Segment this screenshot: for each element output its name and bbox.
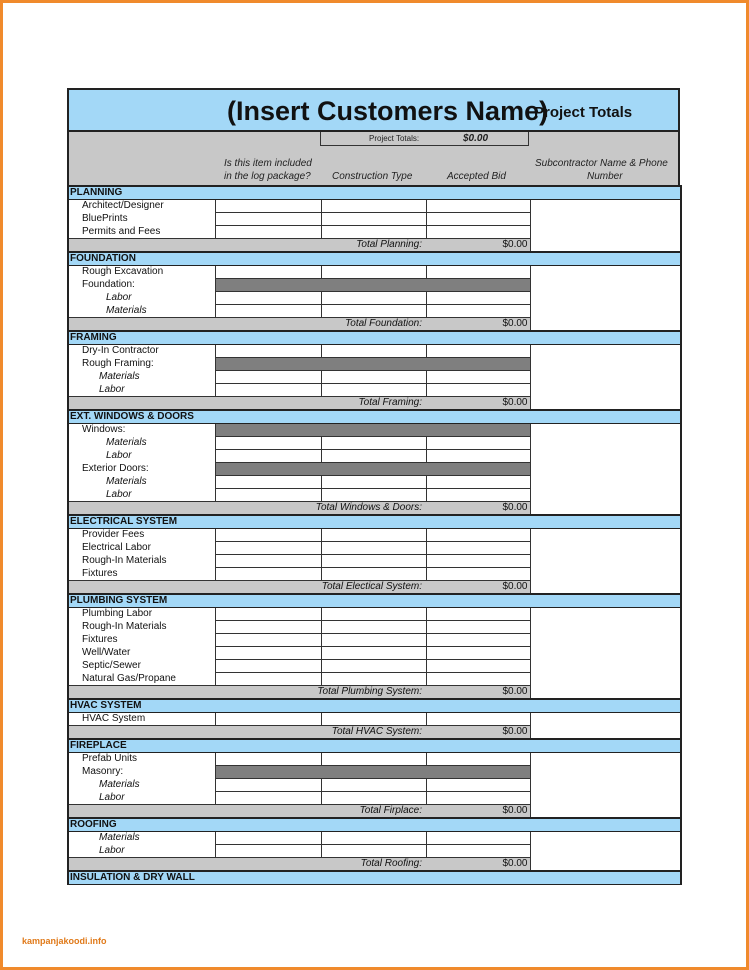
accepted-bid-cell[interactable] bbox=[426, 673, 530, 686]
accepted-bid-cell[interactable] bbox=[426, 371, 530, 384]
accepted-bid-cell[interactable] bbox=[426, 542, 530, 555]
item-label: HVAC System bbox=[68, 713, 215, 726]
section-total-value: $0.00 bbox=[426, 858, 530, 872]
customer-name-title[interactable]: (Insert Customers Name) bbox=[227, 96, 549, 126]
item-label: Rough Excavation bbox=[68, 266, 215, 279]
table-row bbox=[68, 200, 681, 213]
col-subcontractor-line1: Subcontractor Name & Phone bbox=[535, 158, 668, 169]
included-cell[interactable] bbox=[215, 529, 321, 542]
section-header bbox=[68, 252, 681, 266]
construction-type-cell[interactable] bbox=[321, 660, 426, 673]
accepted-bid-cell[interactable] bbox=[426, 845, 530, 858]
cost-table bbox=[67, 185, 682, 885]
included-cell[interactable] bbox=[215, 266, 321, 279]
table-row bbox=[68, 424, 681, 437]
construction-type-cell[interactable] bbox=[321, 753, 426, 766]
item-label: Provider Fees bbox=[68, 529, 215, 542]
included-cell[interactable] bbox=[215, 568, 321, 581]
group-divider-cell bbox=[215, 358, 530, 371]
accepted-bid-cell[interactable] bbox=[426, 555, 530, 568]
accepted-bid-cell[interactable] bbox=[426, 489, 530, 502]
construction-type-cell[interactable] bbox=[321, 792, 426, 805]
construction-type-cell[interactable] bbox=[321, 529, 426, 542]
construction-type-cell[interactable] bbox=[321, 305, 426, 318]
item-label: Septic/Sewer bbox=[68, 660, 215, 673]
table-row bbox=[68, 266, 681, 279]
section-total-label: Total Planning: bbox=[68, 239, 426, 253]
section-title: PLANNING bbox=[68, 186, 681, 200]
item-label: Labor bbox=[68, 292, 215, 305]
included-cell[interactable] bbox=[215, 779, 321, 792]
item-label: Labor bbox=[68, 450, 215, 463]
item-label: Rough-In Materials bbox=[68, 621, 215, 634]
included-cell[interactable] bbox=[215, 371, 321, 384]
section-title: FOUNDATION bbox=[68, 252, 681, 266]
accepted-bid-cell[interactable] bbox=[426, 226, 530, 239]
construction-type-cell[interactable] bbox=[321, 384, 426, 397]
item-label: Natural Gas/Propane bbox=[68, 673, 215, 686]
construction-type-cell[interactable] bbox=[321, 568, 426, 581]
section-title: FIREPLACE bbox=[68, 739, 681, 753]
accepted-bid-cell[interactable] bbox=[426, 568, 530, 581]
construction-type-cell[interactable] bbox=[321, 476, 426, 489]
col-included-line2: in the log package? bbox=[224, 171, 311, 182]
section-total-label: Total HVAC System: bbox=[68, 726, 426, 740]
section-total-label: Total Framing: bbox=[68, 397, 426, 411]
item-label: Fixtures bbox=[68, 568, 215, 581]
item-label: Masonry: bbox=[68, 766, 215, 779]
table-row bbox=[68, 529, 681, 542]
item-label: Foundation: bbox=[68, 279, 215, 292]
included-cell[interactable] bbox=[215, 753, 321, 766]
item-label: Well/Water bbox=[68, 647, 215, 660]
project-totals-title: Project Totals bbox=[534, 104, 633, 121]
accepted-bid-cell[interactable] bbox=[426, 305, 530, 318]
accepted-bid-cell[interactable] bbox=[426, 437, 530, 450]
item-label: Labor bbox=[68, 792, 215, 805]
item-label: Materials bbox=[68, 437, 215, 450]
included-cell[interactable] bbox=[215, 345, 321, 358]
project-totals-box bbox=[320, 132, 529, 146]
section-header bbox=[68, 818, 681, 832]
construction-type-cell[interactable] bbox=[321, 266, 426, 279]
estimate-sheet bbox=[67, 88, 680, 885]
subcontractor-cell[interactable] bbox=[530, 753, 681, 819]
subcontractor-cell[interactable] bbox=[530, 713, 681, 740]
included-cell[interactable] bbox=[215, 555, 321, 568]
section-header bbox=[68, 331, 681, 345]
construction-type-cell[interactable] bbox=[321, 437, 426, 450]
section-total-value: $0.00 bbox=[426, 805, 530, 819]
included-cell[interactable] bbox=[215, 292, 321, 305]
item-label: Materials bbox=[68, 832, 215, 845]
accepted-bid-cell[interactable] bbox=[426, 529, 530, 542]
construction-type-cell[interactable] bbox=[321, 345, 426, 358]
accepted-bid-cell[interactable] bbox=[426, 345, 530, 358]
item-label: Prefab Units bbox=[68, 753, 215, 766]
accepted-bid-cell[interactable] bbox=[426, 213, 530, 226]
included-cell[interactable] bbox=[215, 634, 321, 647]
table-row bbox=[68, 345, 681, 358]
included-cell[interactable] bbox=[215, 226, 321, 239]
item-label: Labor bbox=[68, 845, 215, 858]
construction-type-cell[interactable] bbox=[321, 845, 426, 858]
subcontractor-cell[interactable] bbox=[530, 266, 681, 332]
table-row bbox=[68, 753, 681, 766]
section-total-value: $0.00 bbox=[426, 239, 530, 253]
subcontractor-cell[interactable] bbox=[530, 832, 681, 872]
construction-type-cell[interactable] bbox=[321, 634, 426, 647]
accepted-bid-cell[interactable] bbox=[426, 384, 530, 397]
section-total-label: Total Firplace: bbox=[68, 805, 426, 819]
included-cell[interactable] bbox=[215, 489, 321, 502]
included-cell[interactable] bbox=[215, 621, 321, 634]
section-header bbox=[68, 515, 681, 529]
included-cell[interactable] bbox=[215, 305, 321, 318]
col-construction-type: Construction Type bbox=[332, 171, 413, 182]
item-label: Electrical Labor bbox=[68, 542, 215, 555]
item-label: Dry-In Contractor bbox=[68, 345, 215, 358]
construction-type-cell[interactable] bbox=[321, 608, 426, 621]
included-cell[interactable] bbox=[215, 384, 321, 397]
group-divider-cell bbox=[215, 424, 530, 437]
item-label: Permits and Fees bbox=[68, 226, 215, 239]
section-total-value: $0.00 bbox=[426, 581, 530, 595]
section-title: EXT. WINDOWS & DOORS bbox=[68, 410, 681, 424]
section-header bbox=[68, 699, 681, 713]
accepted-bid-cell[interactable] bbox=[426, 476, 530, 489]
accepted-bid-cell[interactable] bbox=[426, 634, 530, 647]
accepted-bid-cell[interactable] bbox=[426, 779, 530, 792]
construction-type-cell[interactable] bbox=[321, 371, 426, 384]
construction-type-cell[interactable] bbox=[321, 673, 426, 686]
item-label: Windows: bbox=[68, 424, 215, 437]
accepted-bid-cell[interactable] bbox=[426, 608, 530, 621]
subcontractor-cell[interactable] bbox=[530, 608, 681, 700]
accepted-bid-cell[interactable] bbox=[426, 621, 530, 634]
accepted-bid-cell[interactable] bbox=[426, 713, 530, 726]
section-title: PLUMBING SYSTEM bbox=[68, 594, 681, 608]
col-subcontractor-line2: Number bbox=[587, 171, 623, 182]
item-label: Materials bbox=[68, 779, 215, 792]
construction-type-cell[interactable] bbox=[321, 542, 426, 555]
section-header bbox=[68, 871, 681, 885]
accepted-bid-cell[interactable] bbox=[426, 832, 530, 845]
included-cell[interactable] bbox=[215, 647, 321, 660]
section-total-label: Total Electical System: bbox=[68, 581, 426, 595]
accepted-bid-cell[interactable] bbox=[426, 292, 530, 305]
accepted-bid-cell[interactable] bbox=[426, 753, 530, 766]
construction-type-cell[interactable] bbox=[321, 621, 426, 634]
construction-type-cell[interactable] bbox=[321, 292, 426, 305]
construction-type-cell[interactable] bbox=[321, 713, 426, 726]
construction-type-cell[interactable] bbox=[321, 450, 426, 463]
section-total-label: Total Windows & Doors: bbox=[68, 502, 426, 516]
project-totals-label: Project Totals: bbox=[369, 134, 420, 143]
table-row bbox=[68, 832, 681, 845]
section-header bbox=[68, 410, 681, 424]
section-total-value: $0.00 bbox=[426, 397, 530, 411]
item-label: Labor bbox=[68, 384, 215, 397]
section-header bbox=[68, 186, 681, 200]
item-label: BluePrints bbox=[68, 213, 215, 226]
title-bar bbox=[67, 88, 680, 132]
table-row bbox=[68, 608, 681, 621]
column-header bbox=[67, 132, 680, 185]
project-totals-value: $0.00 bbox=[463, 133, 489, 144]
item-label: Rough-In Materials bbox=[68, 555, 215, 568]
construction-type-cell[interactable] bbox=[321, 555, 426, 568]
group-divider-cell bbox=[215, 279, 530, 292]
section-title: HVAC SYSTEM bbox=[68, 699, 681, 713]
item-label: Architect/Designer bbox=[68, 200, 215, 213]
included-cell[interactable] bbox=[215, 200, 321, 213]
item-label: Rough Framing: bbox=[68, 358, 215, 371]
item-label: Materials bbox=[68, 305, 215, 318]
subcontractor-cell[interactable] bbox=[530, 529, 681, 595]
included-cell[interactable] bbox=[215, 608, 321, 621]
subcontractor-cell[interactable] bbox=[530, 200, 681, 253]
group-divider-cell bbox=[215, 463, 530, 476]
included-cell[interactable] bbox=[215, 713, 321, 726]
included-cell[interactable] bbox=[215, 792, 321, 805]
item-label: Exterior Doors: bbox=[68, 463, 215, 476]
included-cell[interactable] bbox=[215, 437, 321, 450]
table-row bbox=[68, 713, 681, 726]
accepted-bid-cell[interactable] bbox=[426, 200, 530, 213]
subcontractor-cell[interactable] bbox=[530, 345, 681, 411]
section-total-label: Total Foundation: bbox=[68, 318, 426, 332]
section-total-label: Total Plumbing System: bbox=[68, 686, 426, 700]
construction-type-cell[interactable] bbox=[321, 200, 426, 213]
included-cell[interactable] bbox=[215, 213, 321, 226]
included-cell[interactable] bbox=[215, 660, 321, 673]
section-total-label: Total Roofing: bbox=[68, 858, 426, 872]
construction-type-cell[interactable] bbox=[321, 832, 426, 845]
item-label: Labor bbox=[68, 489, 215, 502]
section-title: ROOFING bbox=[68, 818, 681, 832]
accepted-bid-cell[interactable] bbox=[426, 450, 530, 463]
construction-type-cell[interactable] bbox=[321, 213, 426, 226]
col-included-line1: Is this item included bbox=[224, 158, 312, 169]
item-label: Fixtures bbox=[68, 634, 215, 647]
section-total-value: $0.00 bbox=[426, 726, 530, 740]
section-title: INSULATION & DRY WALL bbox=[68, 871, 681, 885]
section-total-value: $0.00 bbox=[426, 686, 530, 700]
section-total-value: $0.00 bbox=[426, 502, 530, 516]
watermark: kampanjakoodi.info bbox=[22, 936, 107, 946]
construction-type-cell[interactable] bbox=[321, 226, 426, 239]
accepted-bid-cell[interactable] bbox=[426, 660, 530, 673]
included-cell[interactable] bbox=[215, 542, 321, 555]
construction-type-cell[interactable] bbox=[321, 779, 426, 792]
item-label: Plumbing Labor bbox=[68, 608, 215, 621]
section-total-value: $0.00 bbox=[426, 318, 530, 332]
construction-type-cell[interactable] bbox=[321, 647, 426, 660]
accepted-bid-cell[interactable] bbox=[426, 647, 530, 660]
col-accepted-bid: Accepted Bid bbox=[447, 171, 506, 182]
included-cell[interactable] bbox=[215, 450, 321, 463]
group-divider-cell bbox=[215, 766, 530, 779]
item-label: Materials bbox=[68, 371, 215, 384]
section-title: FRAMING bbox=[68, 331, 681, 345]
accepted-bid-cell[interactable] bbox=[426, 266, 530, 279]
subcontractor-cell[interactable] bbox=[530, 424, 681, 516]
included-cell[interactable] bbox=[215, 673, 321, 686]
section-header bbox=[68, 739, 681, 753]
included-cell[interactable] bbox=[215, 476, 321, 489]
included-cell[interactable] bbox=[215, 832, 321, 845]
construction-type-cell[interactable] bbox=[321, 489, 426, 502]
accepted-bid-cell[interactable] bbox=[426, 792, 530, 805]
included-cell[interactable] bbox=[215, 845, 321, 858]
section-title: ELECTRICAL SYSTEM bbox=[68, 515, 681, 529]
item-label: Materials bbox=[68, 476, 215, 489]
section-header bbox=[68, 594, 681, 608]
